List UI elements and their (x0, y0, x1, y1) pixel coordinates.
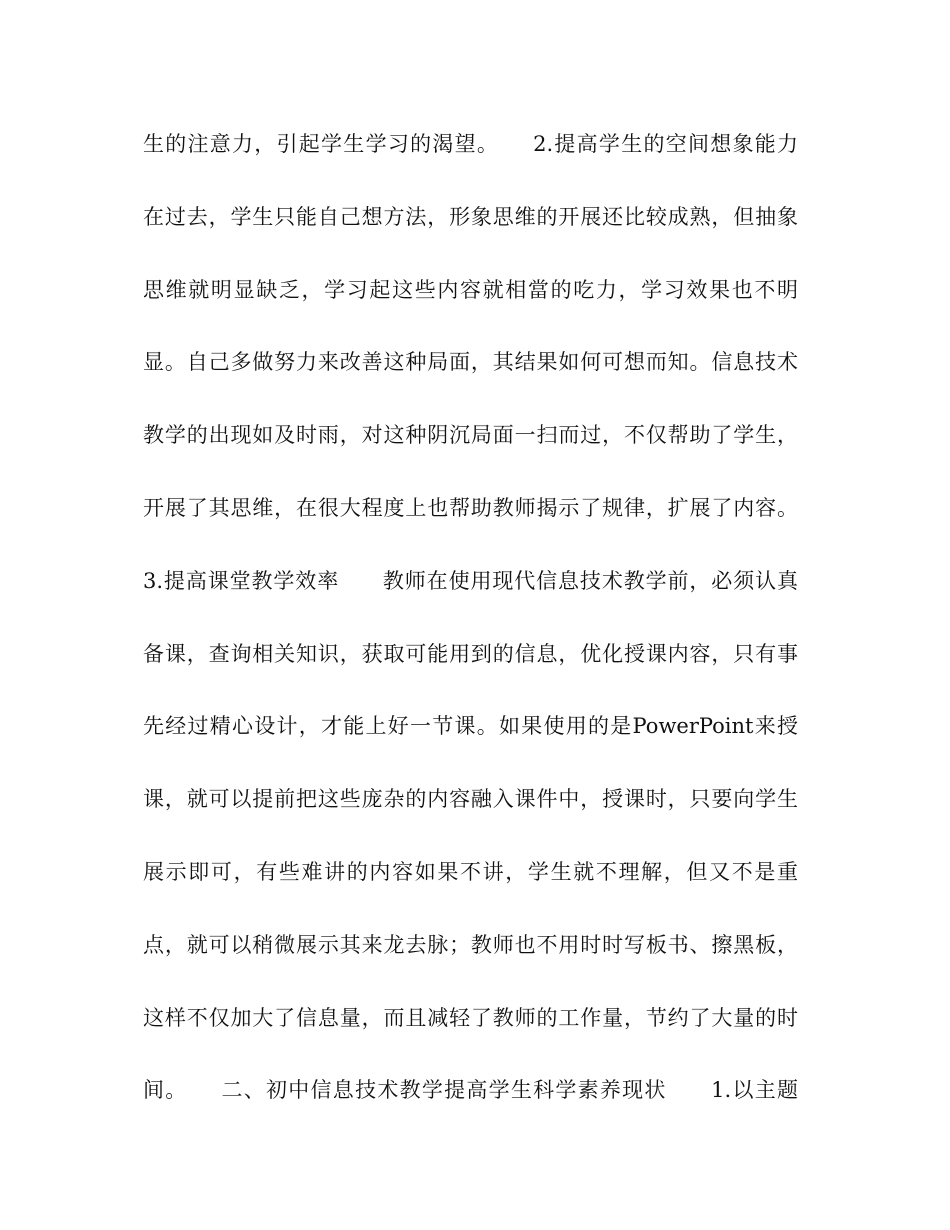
text-line: 开展了其思维，在很大程度上也帮助教师揭示了规律，扩展了内容。 (143, 495, 798, 520)
text-line: 思维就明显缺乏，学习起这些内容就相當的吃力，学习效果也不明 (143, 277, 798, 302)
text-line: 间。 二、初中信息技术教学提高学生科学素养现状 1.以主题 (143, 1078, 798, 1103)
body-text (143, 120, 798, 1139)
text-line: 备课，查询相关知识，获取可能用到的信息，优化授课内容，只有事 (143, 641, 798, 666)
text-line: 展示即可，有些难讲的内容如果不讲，学生就不理解，但又不是重 (143, 859, 798, 884)
text-line: 显。自己多做努力来改善这种局面，其结果如何可想而知。信息技术 (143, 350, 798, 375)
text-line: 课，就可以提前把这些庞杂的内容融入课件中，授课时，只要向学生 (143, 787, 798, 812)
text-line: 先经过精心设计，才能上好一节课。如果使用的是PowerPoint来授 (143, 714, 798, 739)
text-line: 点，就可以稍微展示其来龙去脉；教师也不用时时写板书、擦黑板， (143, 932, 798, 957)
text-line: 生的注意力，引起学生学习的渴望。 2.提高学生的空间想象能力 (143, 132, 798, 156)
text-line: 3.提高课堂教学效率 教师在使用现代信息技术教学前，必须认真 (143, 568, 798, 593)
text-line: 教学的出现如及时雨，对这种阴沉局面一扫而过，不仅帮助了学生， (143, 423, 798, 448)
text-line: 这样不仅加大了信息量，而且减轻了教师的工作量，节约了大量的时 (143, 1005, 798, 1030)
text-line: 在过去，学生只能自己想方法，形象思维的开展还比较成熟，但抽象 (143, 204, 798, 229)
